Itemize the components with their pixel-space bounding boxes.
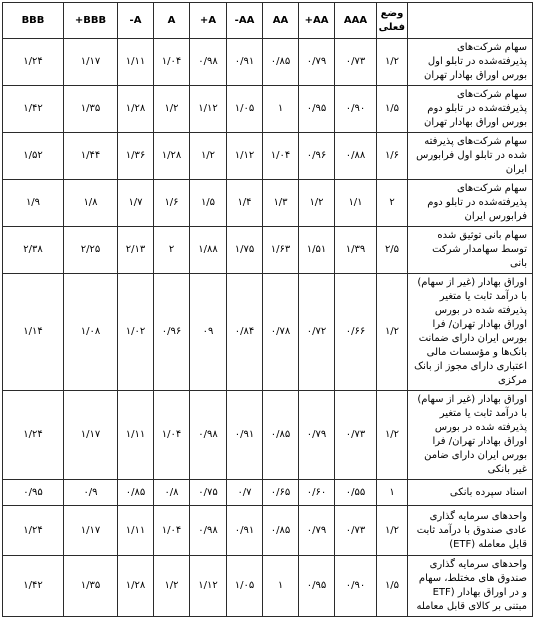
cell-a: ۱/۲۸ — [154, 133, 190, 180]
cell-a: ۱/۶ — [154, 180, 190, 227]
cell-bbb: ۱/۲۴ — [3, 391, 64, 480]
cell-a: ۱/۰۴ — [154, 391, 190, 480]
cell-aaa: ۰/۷۳ — [335, 391, 377, 480]
cell-a-minus: ۱/۱۱ — [118, 39, 154, 86]
cell-aa-minus: ۱/۰۵ — [227, 556, 263, 617]
header-current-status: وضع فعلی — [377, 3, 408, 39]
row-description: سهام شرکت‌های پذیرفته شده در تابلو اول فرابورس ایران — [408, 133, 533, 180]
cell-bbb-plus: ۱/۸ — [64, 180, 118, 227]
row-description: واحدهای سرمایه گذاری عادی صندوق با درآمد ثابت قابل معامله (ETF) — [408, 506, 533, 556]
header-grade-aa-plus: AA+ — [299, 3, 335, 39]
cell-bbb: ۱/۴۲ — [3, 556, 64, 617]
cell-aa-plus: ۱/۲ — [299, 180, 335, 227]
row-description: سهام بانی توثیق شده توسط سهامدار شرکت بانی — [408, 227, 533, 274]
cell-aa-plus: ۰/۷۲ — [299, 274, 335, 391]
row-current: ۱/۲ — [377, 274, 408, 391]
cell-bbb-plus: ۱/۳۵ — [64, 86, 118, 133]
cell-aa-minus: ۰/۹۱ — [227, 391, 263, 480]
cell-aa-minus: ۰/۹۱ — [227, 506, 263, 556]
header-row — [3, 3, 533, 39]
cell-a: ۰/۸ — [154, 480, 190, 506]
header-grade-bbb: BBB — [3, 3, 64, 39]
cell-aaa: ۰/۹۰ — [335, 86, 377, 133]
table-row — [3, 180, 533, 227]
cell-bbb-plus: ۱/۴۴ — [64, 133, 118, 180]
cell-a: ۱/۰۴ — [154, 506, 190, 556]
table-row — [3, 506, 533, 556]
cell-aa: ۰/۸۵ — [263, 506, 299, 556]
row-current: ۱/۲ — [377, 391, 408, 480]
cell-a-plus: ۰/۹۸ — [190, 506, 227, 556]
cell-aaa: ۰/۸۸ — [335, 133, 377, 180]
table-row — [3, 39, 533, 86]
header-grade-a-plus: A+ — [190, 3, 227, 39]
cell-aa-minus: ۰/۷ — [227, 480, 263, 506]
cell-aaa: ۰/۹۰ — [335, 556, 377, 617]
cell-a-minus: ۱/۱۱ — [118, 506, 154, 556]
cell-a-minus: ۲/۱۳ — [118, 227, 154, 274]
header-grade-aa-minus: AA- — [227, 3, 263, 39]
cell-aa: ۱/۶۳ — [263, 227, 299, 274]
table-row — [3, 86, 533, 133]
cell-a: ۰/۹۶ — [154, 274, 190, 391]
cell-aaa: ۱/۱ — [335, 180, 377, 227]
cell-a-plus: ۰/۷۵ — [190, 480, 227, 506]
cell-bbb: ۱/۹ — [3, 180, 64, 227]
cell-bbb: ۱/۴۲ — [3, 86, 64, 133]
table-row — [3, 480, 533, 506]
cell-bbb: ۱/۲۴ — [3, 506, 64, 556]
cell-a: ۱/۲ — [154, 86, 190, 133]
row-current: ۱/۶ — [377, 133, 408, 180]
cell-aaa: ۰/۵۵ — [335, 480, 377, 506]
row-current: ۱ — [377, 480, 408, 506]
header-description-cell — [408, 3, 533, 39]
cell-aa: ۰/۸۵ — [263, 39, 299, 86]
cell-aaa: ۱/۳۹ — [335, 227, 377, 274]
row-description: سهام شرکت‌های پذیرفته‌شده در تابلو دوم فرابورس ایران — [408, 180, 533, 227]
cell-bbb: ۱/۱۴ — [3, 274, 64, 391]
cell-aa: ۱ — [263, 86, 299, 133]
cell-a-minus: ۱/۲۸ — [118, 556, 154, 617]
header-grade-bbb-plus: BBB+ — [64, 3, 118, 39]
cell-aaa: ۰/۷۳ — [335, 506, 377, 556]
cell-bbb: ۱/۵۲ — [3, 133, 64, 180]
row-description: سهام شرکت‌های پذیرفته‌شده در تابلو اول بورس اوراق بهادار تهران — [408, 39, 533, 86]
header-grade-aa: AA — [263, 3, 299, 39]
cell-aa: ۱/۰۴ — [263, 133, 299, 180]
row-description: اوراق بهادار (غیر از سهام) با درآمد ثابت یا متغیر پذیرفته شده در بورس اوراق بهادار تهران/ فرا بورس ایران دارای ضمانت بانک‌ها و مؤسسات مالی اعتباری دارای مجوز از بانک مرکزی — [408, 274, 533, 391]
cell-aaa: ۰/۶۶ — [335, 274, 377, 391]
row-current: ۱/۲ — [377, 506, 408, 556]
cell-bbb: ۱/۲۴ — [3, 39, 64, 86]
cell-a-minus: ۰/۸۵ — [118, 480, 154, 506]
cell-bbb-plus: ۱/۱۷ — [64, 391, 118, 480]
cell-aa-minus: ۱/۱۲ — [227, 133, 263, 180]
cell-aa-plus: ۰/۷۹ — [299, 391, 335, 480]
cell-a: ۲ — [154, 227, 190, 274]
cell-a-plus: ۱/۱۲ — [190, 556, 227, 617]
document-page — [2, 2, 532, 612]
cell-bbb-plus: ۱/۳۵ — [64, 556, 118, 617]
row-description: اسناد سپرده بانکی — [408, 480, 533, 506]
table-row — [3, 133, 533, 180]
cell-aa-plus: ۰/۹۵ — [299, 556, 335, 617]
cell-aa-minus: ۰/۹۱ — [227, 39, 263, 86]
header-grade-aaa: AAA — [335, 3, 377, 39]
row-current: ۲ — [377, 180, 408, 227]
cell-aa: ۰/۶۵ — [263, 480, 299, 506]
row-current: ۱/۵ — [377, 556, 408, 617]
cell-aa: ۱/۳ — [263, 180, 299, 227]
cell-aa-plus: ۰/۷۹ — [299, 506, 335, 556]
cell-aa-plus: ۰/۹۶ — [299, 133, 335, 180]
cell-aa-plus: ۰/۶۰ — [299, 480, 335, 506]
cell-a-plus: ۰/۹۸ — [190, 39, 227, 86]
cell-aa-minus: ۱/۷۵ — [227, 227, 263, 274]
table-row — [3, 227, 533, 274]
cell-aa-plus: ۱/۵۱ — [299, 227, 335, 274]
cell-a-plus: ۱/۱۲ — [190, 86, 227, 133]
cell-a-plus: ۱/۵ — [190, 180, 227, 227]
cell-a-minus: ۱/۷ — [118, 180, 154, 227]
cell-aa-plus: ۰/۹۵ — [299, 86, 335, 133]
cell-a-minus: ۱/۲۸ — [118, 86, 154, 133]
cell-a-minus: ۱/۳۶ — [118, 133, 154, 180]
table-row — [3, 274, 533, 391]
cell-a-plus: ۰/۹۸ — [190, 391, 227, 480]
cell-bbb-plus: ۲/۲۵ — [64, 227, 118, 274]
cell-aa-plus: ۰/۷۹ — [299, 39, 335, 86]
cell-bbb-plus: ۱/۱۷ — [64, 39, 118, 86]
cell-a-minus: ۱/۰۲ — [118, 274, 154, 391]
cell-a-plus: ۱/۲ — [190, 133, 227, 180]
table-row — [3, 391, 533, 480]
cell-aa: ۱ — [263, 556, 299, 617]
cell-bbb-plus: ۱/۱۷ — [64, 506, 118, 556]
cell-bbb: ۰/۹۵ — [3, 480, 64, 506]
row-description: اوراق بهادار (غیر از سهام) با درآمد ثابت یا متغیر پذیرفته شده در بورس اوراق بهادار تهران/ فرا بورس ایران دارای ضامن غیر بانکی — [408, 391, 533, 480]
cell-aa-minus: ۱/۰۵ — [227, 86, 263, 133]
row-current: ۱/۵ — [377, 86, 408, 133]
header-grade-a: A — [154, 3, 190, 39]
cell-a-minus: ۱/۱۱ — [118, 391, 154, 480]
row-description: سهام شرکت‌های پذیرفته‌شده در تابلو دوم بورس اوراق بهادار تهران — [408, 86, 533, 133]
cell-a-plus: ۰۹ — [190, 274, 227, 391]
header-grade-a-minus: A- — [118, 3, 154, 39]
cell-aa: ۰/۸۵ — [263, 391, 299, 480]
cell-aa-minus: ۱/۴ — [227, 180, 263, 227]
cell-bbb-plus: ۰/۹ — [64, 480, 118, 506]
cell-a: ۱/۰۴ — [154, 39, 190, 86]
row-current: ۱/۲ — [377, 39, 408, 86]
row-description: واحدهای سرمایه گذاری صندوق های مختلط، سهام و در اوراق بهادار (ETF مبتنی بر کالای قابل معامله — [408, 556, 533, 617]
cell-a-plus: ۱/۸۸ — [190, 227, 227, 274]
row-current: ۲/۵ — [377, 227, 408, 274]
cell-aa-minus: ۰/۸۴ — [227, 274, 263, 391]
table-row — [3, 556, 533, 617]
cell-a: ۱/۲ — [154, 556, 190, 617]
cell-aa: ۰/۷۸ — [263, 274, 299, 391]
cell-bbb-plus: ۱/۰۸ — [64, 274, 118, 391]
cell-bbb: ۲/۳۸ — [3, 227, 64, 274]
cell-aaa: ۰/۷۳ — [335, 39, 377, 86]
